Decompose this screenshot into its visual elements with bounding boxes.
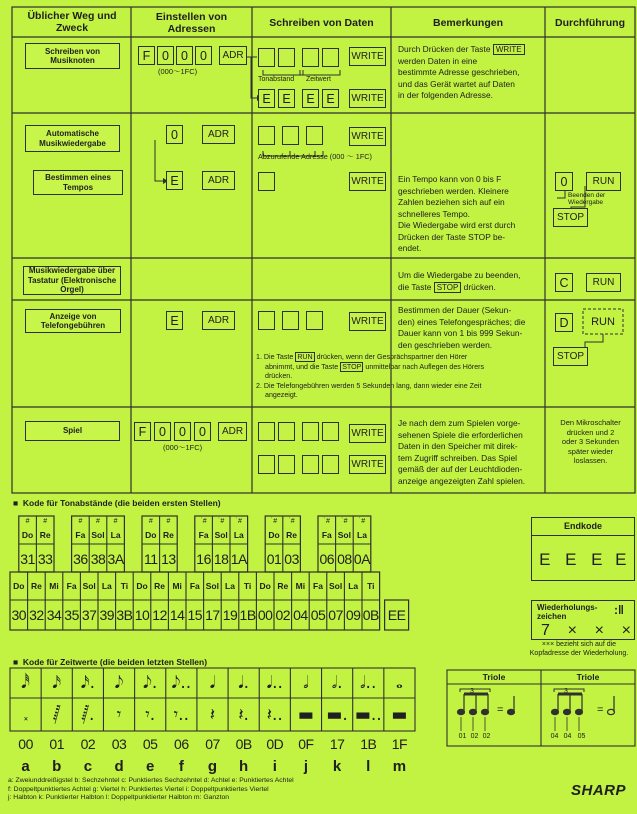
inline-key-run: RUN xyxy=(297,353,313,361)
pitch-code: 36 xyxy=(73,550,88,567)
wdh-code: 7 xyxy=(541,622,550,639)
pitch-code: 13 xyxy=(161,550,176,567)
pitch-code: 34 xyxy=(46,607,62,623)
header-col3: Schreiben von Daten xyxy=(269,17,374,29)
note-name: Ti xyxy=(243,581,252,591)
note-value-icon: 𝅘𝅥 xyxy=(209,673,216,693)
key-f[interactable]: F xyxy=(138,46,155,65)
sharp-mark: # xyxy=(43,518,48,525)
note-name: Sol xyxy=(82,581,96,591)
wdh-code: × xyxy=(621,622,631,639)
note-text: drücken. xyxy=(265,372,293,380)
time-code: 06 xyxy=(174,736,189,752)
endkode-title: Endkode xyxy=(531,517,635,536)
inline-key-stop: STOP xyxy=(342,362,362,371)
pitch-code: 19 xyxy=(222,607,238,623)
pitch-code: 08 xyxy=(337,550,352,567)
note-name: Do xyxy=(13,581,25,591)
time-letter: a xyxy=(21,757,30,775)
remark-2-text: Zahlen beziehen sich auf ein xyxy=(398,197,505,207)
time-code: 1F xyxy=(391,736,408,752)
time-letter: c xyxy=(83,757,93,775)
key-c[interactable]: C xyxy=(555,273,573,292)
triole-code: 04 xyxy=(550,733,559,740)
key-0[interactable]: 0 xyxy=(154,422,171,441)
time-code: 0D xyxy=(266,736,284,752)
key-e[interactable]: E xyxy=(302,89,319,108)
label-telefon: Anzeige von Telefongebühren xyxy=(25,309,121,333)
note-name: Fa xyxy=(321,530,332,540)
header-col2: Einstellen von Adressen xyxy=(155,11,228,35)
note-value-icon: 𝅘𝅥. xyxy=(238,673,250,693)
pitch-code: 0A xyxy=(353,550,371,567)
rest-value-icon: 𝄾.. xyxy=(173,704,189,725)
wdh-title-2: zeichen xyxy=(537,612,567,621)
pitch-code: 3B xyxy=(116,607,133,623)
legend xyxy=(8,777,528,803)
triole-code: 01 xyxy=(458,733,467,740)
note-name: La xyxy=(101,581,112,591)
key-stop[interactable]: STOP xyxy=(553,347,588,366)
legend-line: f: Doppeltpunktiertes Achtel g: Viertel h: Punktiertes Viertel i: Doppeltpunktiertes Viertel xyxy=(8,785,269,793)
remark-4-text: den geschrieben werden. xyxy=(398,339,493,350)
pitch-code: 1A xyxy=(230,550,247,567)
remark-3-text: Um die Wiedergabe zu beenden, xyxy=(398,270,521,280)
inline-key-stop: STOP xyxy=(434,282,462,293)
remark-2-text: Die Wiedergabe wird erst durch xyxy=(398,220,516,230)
rest-value-icon: ▬ xyxy=(297,704,314,725)
sharp-mark: ˙# xyxy=(200,518,207,525)
time-code: 17 xyxy=(329,736,345,752)
note-name: La xyxy=(110,530,121,540)
key-0[interactable]: 0 xyxy=(555,172,573,191)
endcode-e: E xyxy=(565,550,576,569)
sharp-mark: ˙# xyxy=(323,518,330,525)
time-code: 0F xyxy=(298,736,314,752)
wdh-code: × xyxy=(594,622,604,639)
note-value-icon: 𝅗𝅥 xyxy=(303,673,309,693)
pitch-code: 02 xyxy=(275,607,291,623)
exec-text: oder 3 Sekunden xyxy=(561,437,620,446)
time-letter: d xyxy=(114,757,124,775)
note-value-icon: 𝅘𝅥𝅯. xyxy=(80,673,95,693)
pitch-code: 1B xyxy=(239,607,256,623)
exec-text: Den Mikroschalter xyxy=(560,418,621,427)
pitch-code: 15 xyxy=(187,607,203,623)
pitch-code: 09 xyxy=(345,607,361,623)
key-e[interactable]: E xyxy=(166,311,183,330)
remark-5-text: Je nach dem zum Spielen vorge- xyxy=(398,418,521,428)
remark-1-text: werden Daten in eine xyxy=(398,55,478,66)
note-name: Ti xyxy=(367,581,375,591)
key-write[interactable]: WRITE xyxy=(349,172,386,191)
note-name: Fa xyxy=(313,581,323,591)
time-code: 05 xyxy=(142,736,158,752)
rest-value-icon: 𝄾. xyxy=(145,704,156,725)
remark-1-text: und das Gerät wartet auf Daten xyxy=(398,78,515,89)
legend-line: j: Halbton k: Punktierter Halbton l: Doppeltpunktierter Halbton m: Ganzton xyxy=(8,794,230,801)
sharp-mark: ˙# xyxy=(235,518,242,525)
time-letter: i xyxy=(272,757,277,775)
remark-2-text: Ein Tempo kann von 0 bis F xyxy=(398,174,502,184)
time-letter: j xyxy=(303,757,309,775)
triole-code: 02 xyxy=(482,733,491,740)
remark-4-text: Dauer kann von 1 bis 999 Sekun- xyxy=(398,328,523,338)
key-adr[interactable]: ADR xyxy=(219,46,247,65)
note-value-icon: 𝅘𝅥𝅰 xyxy=(21,673,30,693)
note-name: Sol xyxy=(337,530,351,540)
note-name: Re xyxy=(277,581,289,591)
exec-text: loslassen. xyxy=(573,456,608,465)
endcode-e: E xyxy=(615,550,626,569)
pitch-code: 03 xyxy=(284,550,299,567)
time-code: 1B xyxy=(360,736,377,752)
sharp-mark: ˙# xyxy=(288,518,295,525)
note-value-icon: 𝅘𝅥𝅮.. xyxy=(171,673,192,693)
wdh-note-1: ××× bezieht sich auf die xyxy=(541,641,617,648)
note-name: Do xyxy=(145,530,157,540)
triole-num: 3 xyxy=(470,688,474,695)
time-letter: e xyxy=(146,757,155,775)
key-run[interactable]: RUN xyxy=(586,172,621,191)
pitch-code: 37 xyxy=(81,607,97,623)
note-name: Fa xyxy=(189,581,200,591)
key-e[interactable]: E xyxy=(278,89,295,108)
pitch-code: 39 xyxy=(99,607,115,623)
time-code: 00 xyxy=(18,736,33,752)
note-value-icon: 𝅗𝅥.. xyxy=(360,673,377,693)
note-value-icon: 𝅘𝅥𝅮. xyxy=(143,673,158,693)
time-letter: k xyxy=(332,757,342,775)
note-name: Mi xyxy=(172,581,182,591)
note-beenden: Beenden der Wiedergabe xyxy=(568,192,606,206)
time-letter: b xyxy=(52,757,62,775)
note-text: 1. Die Taste xyxy=(256,353,294,361)
note-text: drücken, wenn der Gesprächspartner den Hörer xyxy=(316,353,468,361)
rest-value-icon: ▬. xyxy=(326,704,348,725)
label-tastatur: Musikwiedergabe über Tastatur (Elektronische Orgel) xyxy=(23,266,121,295)
endcode-e: E xyxy=(591,550,602,569)
note-name: Re xyxy=(162,530,174,540)
note-value-icon: 𝅘𝅥𝅯 xyxy=(52,673,62,693)
note-name: Sol xyxy=(214,530,228,540)
note-name: Re xyxy=(286,530,298,540)
key-adr[interactable]: ADR xyxy=(202,311,235,330)
pitch-code: 0B xyxy=(362,607,379,623)
rest-value-icon: 𝄾 xyxy=(116,704,122,725)
pitch-code: 35 xyxy=(64,607,79,623)
range-text: (000～1FC) xyxy=(158,67,198,76)
label-musiknoten: Schreiben von Musiknoten xyxy=(25,43,120,69)
pitch-code: 18 xyxy=(213,550,229,567)
note-name: Re xyxy=(30,581,42,591)
pitch-code: 00 xyxy=(257,607,273,623)
note-value-icon: 𝅘𝅥.. xyxy=(266,673,283,693)
triole-title: Triole xyxy=(576,671,600,682)
key-adr[interactable]: ADR xyxy=(202,125,235,144)
time-title: ■ Kode für Zeitwerte (die beiden letzten Stellen) xyxy=(13,657,208,667)
sharp-mark: # xyxy=(166,518,171,525)
note-name: La xyxy=(348,581,359,591)
pitch-code: 16 xyxy=(196,550,211,567)
label-musikwiedergabe: Automatische Musikwiedergabe xyxy=(25,125,120,152)
remark-3-text: die Taste xyxy=(398,281,432,292)
triole-code: 02 xyxy=(470,733,479,740)
pitch-code: 31 xyxy=(20,550,35,567)
repeat-sign-icon: :‖ xyxy=(614,603,624,617)
triole-title: Triole xyxy=(482,671,506,682)
time-letter: h xyxy=(239,757,249,775)
label-spiel: Spiel xyxy=(25,421,120,441)
note-name: Re xyxy=(39,530,51,540)
key-0[interactable]: 0 xyxy=(194,422,211,441)
exec-text: später wieder xyxy=(567,446,614,456)
remark-1-text: Durch Drücken der Taste xyxy=(398,44,491,54)
pitch-code: 38 xyxy=(90,550,106,567)
key-write[interactable]: WRITE xyxy=(349,89,386,108)
key-e[interactable]: E xyxy=(322,89,339,108)
sharp-logo: SHARP xyxy=(571,782,627,799)
time-code: 02 xyxy=(80,736,96,752)
rest-value-icon: ▬.. xyxy=(354,704,382,725)
key-adr[interactable]: ADR xyxy=(202,171,235,190)
triole-code: 04 xyxy=(563,733,572,740)
pitch-code-ee: EE xyxy=(387,607,406,623)
key-e[interactable]: E xyxy=(258,89,275,108)
pitch-code: 07 xyxy=(328,607,343,623)
pitch-code: 32 xyxy=(29,607,44,623)
key-0[interactable]: 0 xyxy=(166,125,183,144)
pitch-code: 30 xyxy=(11,607,27,623)
label-tempo: Bestimmen eines Tempos xyxy=(33,170,123,195)
time-code: 0B xyxy=(235,736,252,752)
note-name: La xyxy=(225,581,235,591)
note-name: Sol xyxy=(328,581,343,591)
inline-key-write: WRITE xyxy=(493,44,525,55)
key-write[interactable]: WRITE xyxy=(349,455,386,474)
sharp-mark: # xyxy=(113,518,118,525)
wdh-title-1: Wiederholungs- xyxy=(537,603,598,612)
header-col5: Durchführung xyxy=(555,17,625,29)
remark-1-text: in der folgenden Adresse. xyxy=(398,90,493,100)
endcode-e: E xyxy=(539,550,550,569)
time-letter: m xyxy=(392,757,407,775)
caption-zeitwert: Zeitwert xyxy=(306,76,331,83)
key-0[interactable]: 0 xyxy=(176,46,193,65)
note-name: Sol xyxy=(91,530,105,540)
time-letter: l xyxy=(366,757,371,775)
pitch-code: 05 xyxy=(310,607,326,623)
key-write[interactable]: WRITE xyxy=(349,47,386,66)
key-f[interactable]: F xyxy=(134,422,151,441)
time-letter: g xyxy=(207,757,218,775)
remark-2-text: geschrieben werden. Kleinere xyxy=(398,185,509,196)
pitch-code: 3A xyxy=(107,550,124,567)
range-text: (000～1FC) xyxy=(163,443,203,452)
header-col1: Üblicher Weg und Zweck xyxy=(27,10,117,34)
time-code: 03 xyxy=(111,736,127,752)
note-value-icon: 𝅘𝅥𝅮 xyxy=(114,673,124,693)
note-name: Ti xyxy=(120,581,129,591)
remark-5-text: sehenen Spiele die erforderlichen xyxy=(398,429,523,440)
note-name: Re xyxy=(154,581,166,591)
pitch-title: ■ Kode für Tonabstände (die beiden ersten Stellen) xyxy=(13,498,221,508)
pitch-title-text: Kode für Tonabstände (die beiden ersten Stellen) xyxy=(22,498,221,508)
note-name: La xyxy=(233,530,244,540)
pitch-code: 01 xyxy=(266,550,282,567)
remark-4-text: Bestimmen der Dauer (Sekun- xyxy=(398,305,512,315)
triole-code: 05 xyxy=(577,733,586,740)
key-d[interactable]: D xyxy=(555,313,573,332)
note-name: La xyxy=(357,530,367,540)
key-run-dashed[interactable]: RUN xyxy=(591,315,615,328)
note-name: Do xyxy=(268,530,280,540)
note-name: Mi xyxy=(295,581,306,591)
key-e[interactable]: E xyxy=(166,171,183,190)
wdh-code: × xyxy=(567,622,577,639)
time-code: 01 xyxy=(49,736,64,752)
equals-sign: = xyxy=(497,704,504,716)
sharp-mark: ˙# xyxy=(218,518,225,525)
time-title-text: Kode für Zeitwerte (die beiden letzten Stellen) xyxy=(22,657,208,667)
pitch-code: 10 xyxy=(134,607,150,623)
key-0[interactable]: 0 xyxy=(157,46,174,65)
remark-5-text: gemäß der auf der Leuchtdioden- xyxy=(398,464,523,474)
pitch-code: 33 xyxy=(37,550,53,567)
key-stop[interactable]: STOP xyxy=(553,208,588,227)
note-name: Fa xyxy=(66,581,77,591)
rest-value-icon: 𝄽. xyxy=(238,704,249,725)
note-text: abnimmt, und die Taste xyxy=(265,362,339,371)
rest-value-icon: 𝄽 xyxy=(209,704,216,725)
key-write[interactable]: WRITE xyxy=(349,312,386,331)
exec-text: drücken und 2 xyxy=(566,427,615,437)
sharp-mark: # xyxy=(148,518,153,525)
header-col4: Bemerkungen xyxy=(432,17,504,29)
note-name: Mi xyxy=(49,581,59,591)
note-value-icon: 𝅗𝅥. xyxy=(331,673,343,693)
wdh-note-2: Kopfadresse der Wiederholung. xyxy=(529,649,629,657)
key-write[interactable]: WRITE xyxy=(349,424,386,443)
sharp-mark: # xyxy=(25,518,30,525)
rest-value-icon: 𝅂. xyxy=(81,704,95,725)
sharp-mark: ˙# xyxy=(341,518,348,525)
rest-value-icon: 𝅂 xyxy=(52,704,61,725)
note-text: angezeigt. xyxy=(265,391,298,399)
remark-5-text: anzeige angezeigten Zahl spielen. xyxy=(398,475,526,486)
pitch-code: 14 xyxy=(169,607,185,623)
triole-num: 3 xyxy=(564,688,568,695)
note-name: Sol xyxy=(205,581,219,591)
note-name: Do xyxy=(259,581,271,591)
key-adr[interactable]: ADR xyxy=(218,422,247,441)
remark-5-text: Daten in den Speicher mit direk- xyxy=(398,441,518,451)
caption-tonabstand: Tonabstand xyxy=(258,76,295,83)
key-run[interactable]: RUN xyxy=(586,273,621,292)
note-name: Do xyxy=(21,530,34,540)
note-name: Fa xyxy=(198,530,209,540)
pitch-code: 04 xyxy=(293,607,308,623)
pitch-code: 11 xyxy=(144,550,158,567)
sharp-mark: # xyxy=(96,518,100,525)
pitch-code: 06 xyxy=(319,550,335,567)
rest-value-icon: 𝄽.. xyxy=(266,704,283,725)
sharp-mark: # xyxy=(78,518,83,525)
legend-line: a: Zweiunddreißigstel b: Sechzehntel c: Punktiertes Sechzehntel d: Achtel e: Punktiertes Achtel xyxy=(8,777,294,784)
time-code: 07 xyxy=(205,736,220,752)
remark-4-text: den) eines Telefongespräches; die xyxy=(398,316,526,327)
remark-1-text: bestimmte Adresse geschrieben, xyxy=(398,67,520,77)
pitch-code: 12 xyxy=(152,607,167,623)
pitch-code: 17 xyxy=(205,607,220,623)
key-write[interactable]: WRITE xyxy=(349,127,386,146)
remark-5-text: tem Zugriff schreiben. Das Spiel xyxy=(398,452,518,463)
sharp-mark: ˙# xyxy=(358,518,366,525)
remark-2-text: Drücken der Taste STOP be- xyxy=(398,231,506,242)
remark-2-text: schnelleres Tempo. xyxy=(398,208,470,219)
note-text: 2. Die Telefongebühren werden 5 Sekunden lang, dann wieder eine Zeit xyxy=(256,381,482,390)
remark-2-text: endet. xyxy=(398,243,422,253)
note-value-icon: 𝅝 xyxy=(396,673,403,693)
equals-sign: = xyxy=(597,704,604,716)
rest-value-icon: 𝅃 xyxy=(22,704,29,725)
key-0[interactable]: 0 xyxy=(195,46,212,65)
key-0[interactable]: 0 xyxy=(174,422,191,441)
rest-value-icon: ▬ xyxy=(391,704,408,725)
remark-3-text: drücken. xyxy=(463,281,496,292)
sharp-mark: ˙# xyxy=(270,518,278,525)
note-name: Do xyxy=(136,581,148,591)
caption-adresse: Abzurufende Adresse (000 ～ 1FC) xyxy=(258,152,372,161)
note-name: Fa xyxy=(75,530,86,540)
note-text: unmittelbar nach Auflegen des Hörers xyxy=(365,362,485,371)
time-letter: f xyxy=(178,757,184,775)
